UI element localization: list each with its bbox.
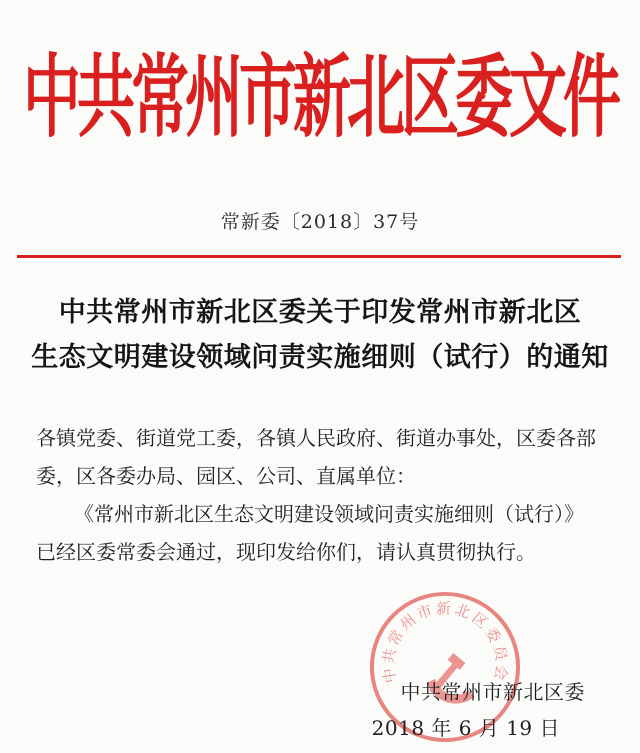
title-line-2: 生态文明建设领域问责实施细则（试行）的通知 bbox=[31, 342, 609, 373]
body-line-3: 《常州市新北区生态文明建设领域问责实施细则（试行）》 bbox=[74, 502, 584, 526]
seal-text: 中共常州市新北区委员会 bbox=[380, 600, 510, 685]
body-line-2: 委，区各委办局、园区、公司、直属单位： bbox=[36, 464, 416, 488]
document-body bbox=[36, 419, 610, 571]
red-divider-rule bbox=[17, 255, 621, 258]
document-title bbox=[0, 290, 640, 380]
document-number: 常新委〔2018〕37号 bbox=[220, 211, 420, 233]
signing-date: 2018 年 6 月 19 日 bbox=[371, 716, 560, 740]
title-line-1: 中共常州市新北区委关于印发常州市新北区 bbox=[58, 297, 582, 328]
issuer-masthead: 中共常州市新北区委文件 bbox=[22, 44, 617, 150]
signing-organization: 中共常州市新北区委 bbox=[400, 680, 585, 704]
body-line-4: 已经区委常委会通过，现印发给你们，请认真贯彻执行。 bbox=[36, 540, 536, 564]
body-line-1: 各镇党委、街道党工委，各镇人民政府、街道办事处，区委各部 bbox=[36, 426, 596, 450]
svg-text:中共常州市新北区委员会 bbox=[380, 600, 510, 684]
